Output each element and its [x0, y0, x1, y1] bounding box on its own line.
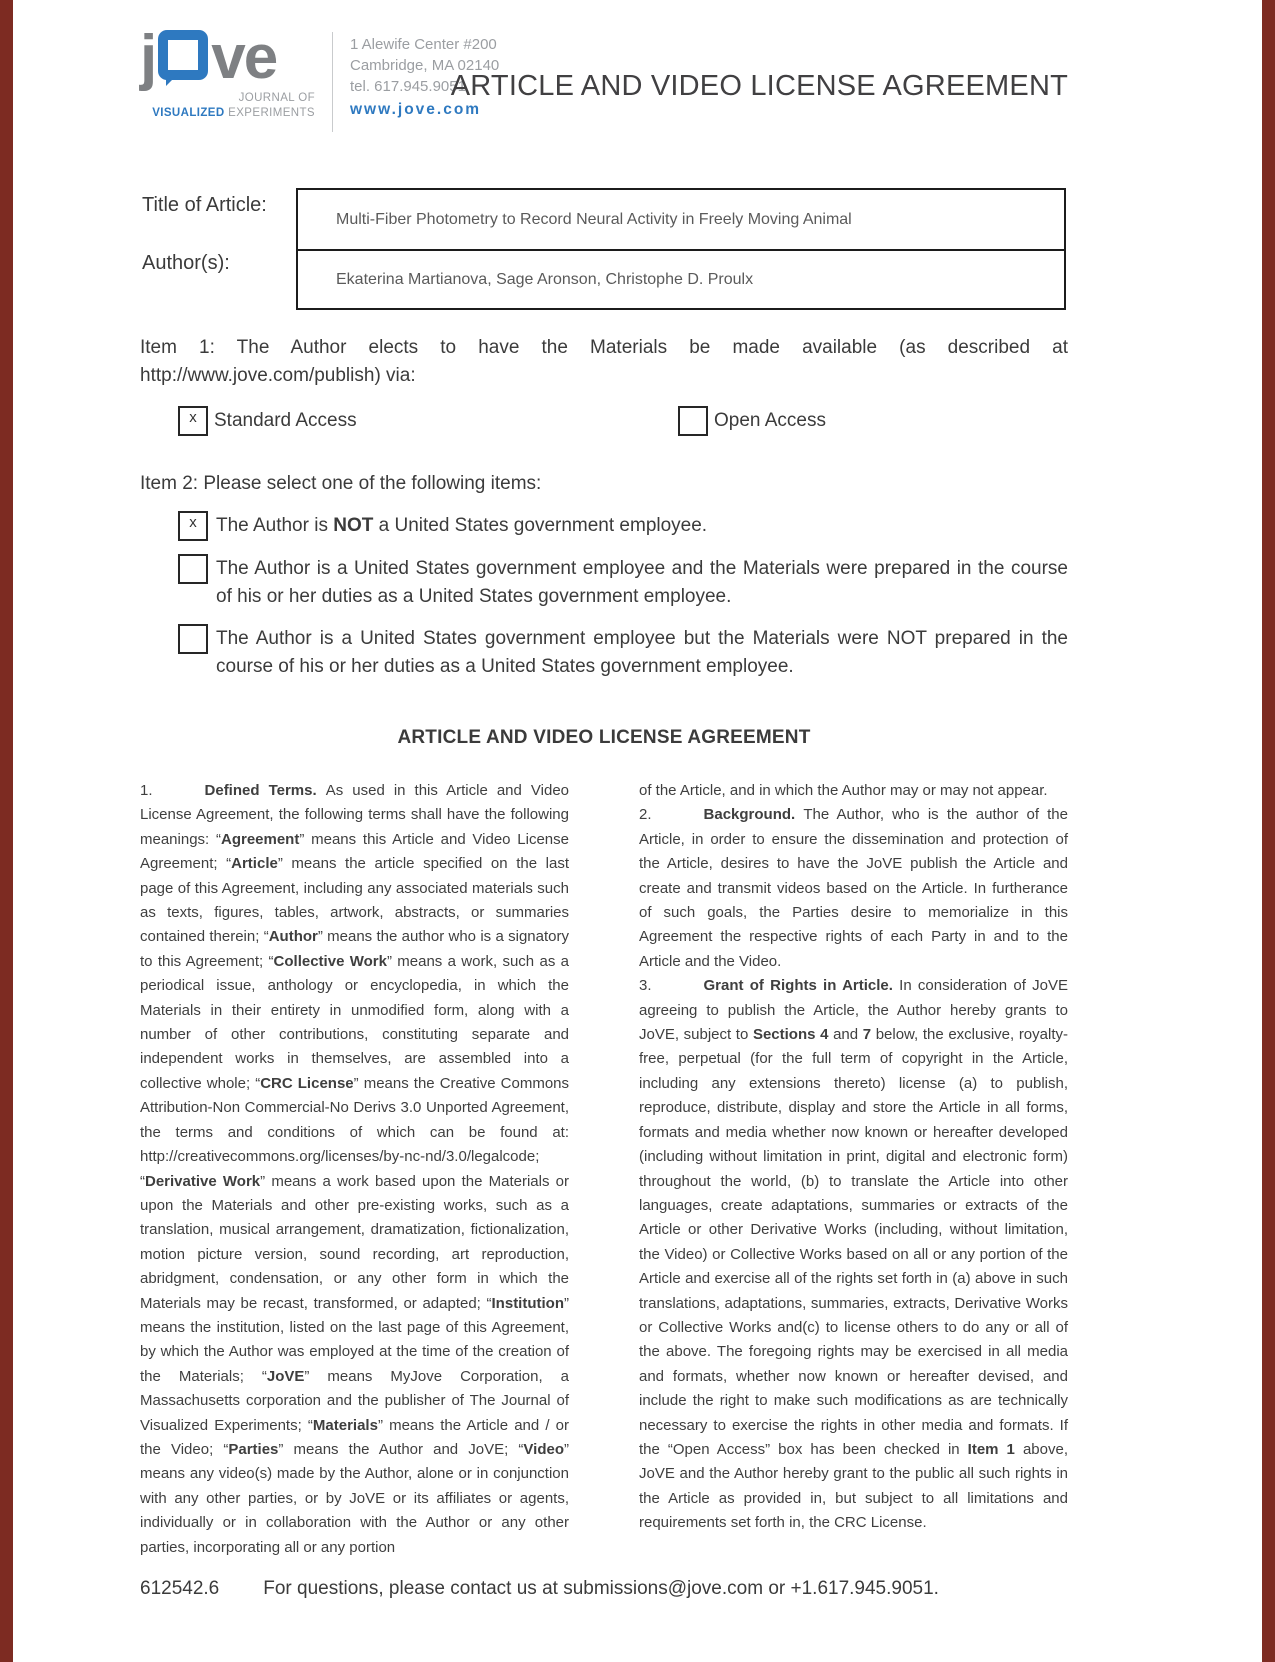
- item-1-text: Item 1: The Author elects to have the Materials be made available (as described at http://www.jove.com/publish) via:: [140, 337, 1068, 386]
- document-title: ARTICLE AND VIDEO LICENSE AGREEMENT: [450, 70, 1068, 102]
- address-line: Cambridge, MA 02140: [350, 57, 500, 74]
- standard-access-label: Standard Access: [214, 410, 357, 431]
- website-url: www.jove.com: [350, 101, 482, 118]
- address-line: tel. 617.945.9051: [350, 78, 466, 95]
- agreement-paragraph-grant-of-rights: 3. Grant of Rights in Article. In consideration of JoVE agreeing to publish the Article, the Author hereby grants to JoVE, subject to Sections 4 and 7 below, the exclusive, royalty-free, perpetual (for the full term of copyright in the Article, including any extensions thereto) license (a) to publish, reproduce, distribute, display and store the Article in all forms, formats and media whether now known or hereafter developed (including without limitation in print, digital and electronic form) throughout the world, (b) to translate the Article into other languages, create adaptations, summaries or extracts of the Article or other Derivative Works (including, without limitation, the Video) or Collective Works based on all or any portion of the Article and exercise all of the rights set forth in (a) above in such translations, adaptations, summaries, extracts, Derivative Works or Collective Works and(c) to license others to do any or all of the above. The foregoing rights may be exercised in all media and formats, whether now known or hereafter devised, and include the right to make such modifications as are technically necessary to exercise the rights in other media and formats. If the “Open Access” box has been checked in Item 1 above, JoVE and the Author hereby grant to the public all such rights in the Article as provided in, but subject to all limitations and requirements set forth in, the CRC License.: [639, 977, 1068, 1532]
- title-of-article-label: Title of Article:: [142, 194, 267, 216]
- page-footer: [140, 1578, 939, 1600]
- tagline-journal-of: JOURNAL OF: [238, 92, 315, 104]
- authors-value: Ekaterina Martianova, Sage Aronson, Christophe D. Proulx: [336, 270, 754, 288]
- logo-tagline: [140, 91, 315, 121]
- tagline-visualized: VISUALIZED: [152, 107, 225, 119]
- item-2-text: Item 2: Please select one of the following items:: [140, 473, 542, 494]
- logo-letters-ve: ve: [211, 23, 277, 92]
- agreement-heading: ARTICLE AND VIDEO LICENSE AGREEMENT: [397, 727, 811, 748]
- gov-employee-not-prepared-option: [178, 624, 1068, 681]
- article-info-form: [140, 188, 1068, 310]
- jove-logo: [140, 23, 315, 121]
- item-2-section: [140, 470, 1068, 681]
- agreement-paragraph-defined-terms: 1. Defined Terms. As used in this Article and Video License Agreement, the following terms shall have the following meanings: “Agreement” means this Article and Video License Agreement; “Article” means the article specified on the last page of this Agreement, including any associated materials such as texts, figures, tables, artwork, abstracts, or summaries contained therein; “Author” means the author who is a signatory to this Agreement; “Collective Work” means a work, such as a periodical issue, anthology or encyclopedia, in which the Materials in their entirety in unmodified form, along with a number of other contributions, constituting separate and independent works in themselves, are assembled into a collective whole; “CRC License” means the Creative Commons Attribution-Non Commercial-No Derivs 3.0 Unported Agreement, the terms and conditions of which can be found at: http://creativecommons.org/licenses/by-nc-nd/3.0/legalcode; “Derivative Work” means a work based upon the Materials or upon the Materials and other pre-existing works, such as a translation, musical arrangement, dramatization, fictionalization, motion picture version, sound recording, art reproduction, abridgment, condensation, or any other form in which the Materials may be recast, transformed, or adapted; “Institution” means the institution, listed on the last page of this Agreement, by which the Author was employed at the time of the creation of the Materials; “JoVE” means MyJove Corporation, a Massachusetts corporation and the publisher of The Journal of Visualized Experiments; “Materials” means the Article and / or the Video; “Parties” means the Author and JoVE; “Video” means any video(s) made by the Author, alone or in conjunction with any other parties, or by JoVE or its affiliates or agents, individually or in collaboration with the Author or any other parties, incorporating all or any portion: [140, 782, 569, 1556]
- letterhead: [140, 23, 1068, 178]
- agreement-paragraph-continuation: of the Article, and in which the Author may or may not appear.: [639, 782, 1048, 799]
- agreement-paragraph-background: 2. Background. The Author, who is the author of the Article, in order to ensure the dissemination and protection of the Article, desires to have the JoVE publish the Article and create and transmit videos based on the Article. In furtherance of such goals, the Parties desire to memorialize in this Agreement the respective rights of each Party in and to the Article and the Video.: [639, 806, 1068, 970]
- item-1-section: [140, 334, 1068, 436]
- title-of-article-field[interactable]: [298, 190, 1064, 251]
- tagline-experiments: EXPERIMENTS: [224, 107, 315, 119]
- page-edge-left-bar: [0, 0, 13, 1662]
- gov-employee-not-prepared-checkbox[interactable]: [178, 624, 208, 654]
- authors-field[interactable]: [298, 251, 1064, 308]
- open-access-option: [678, 406, 826, 436]
- gov-employee-prepared-option: [178, 554, 1068, 611]
- checkbox-x-mark: x: [189, 409, 197, 426]
- not-gov-employee-label: The Author is NOT a United States government employee.: [216, 515, 708, 536]
- gov-employee-prepared-checkbox[interactable]: [178, 554, 208, 584]
- agreement-column-right: [639, 779, 1068, 1560]
- standard-access-option: [178, 406, 678, 436]
- gov-employee-prepared-label: The Author is a United States government employee and the Materials were prepared in the course of his or her duties as a United States government employee.: [216, 558, 1068, 607]
- checkbox-x-mark: x: [189, 514, 197, 531]
- jove-logotype: [140, 23, 315, 92]
- document-number: 612542.6: [140, 1578, 220, 1599]
- item-1-options: [140, 406, 1068, 436]
- agreement-body: [140, 779, 1068, 1560]
- open-access-label: Open Access: [714, 410, 826, 431]
- agreement-column-left: [140, 779, 569, 1560]
- jove-logo-o-bubble-icon: [158, 30, 208, 80]
- logo-letter-j: j: [140, 23, 156, 92]
- article-info-box: [296, 188, 1066, 310]
- authors-label: Author(s):: [142, 252, 230, 274]
- header-divider: [332, 32, 333, 132]
- page-edge-right-bar: [1262, 0, 1275, 1662]
- standard-access-checkbox[interactable]: [178, 406, 208, 436]
- contact-info: For questions, please contact us at submissions@jove.com or +1.617.945.9051.: [263, 1578, 939, 1599]
- gov-employee-not-prepared-label: The Author is a United States government employee but the Materials were NOT prepared in the course of his or her duties as a United States government employee.: [216, 628, 1068, 677]
- not-gov-employee-option: [178, 511, 1068, 541]
- document-page: [140, 0, 1068, 1560]
- title-of-article-value: Multi-Fiber Photometry to Record Neural Activity in Freely Moving Animal: [336, 210, 852, 228]
- address-line: 1 Alewife Center #200: [350, 36, 497, 53]
- open-access-checkbox[interactable]: [678, 406, 708, 436]
- not-gov-employee-checkbox[interactable]: [178, 511, 208, 541]
